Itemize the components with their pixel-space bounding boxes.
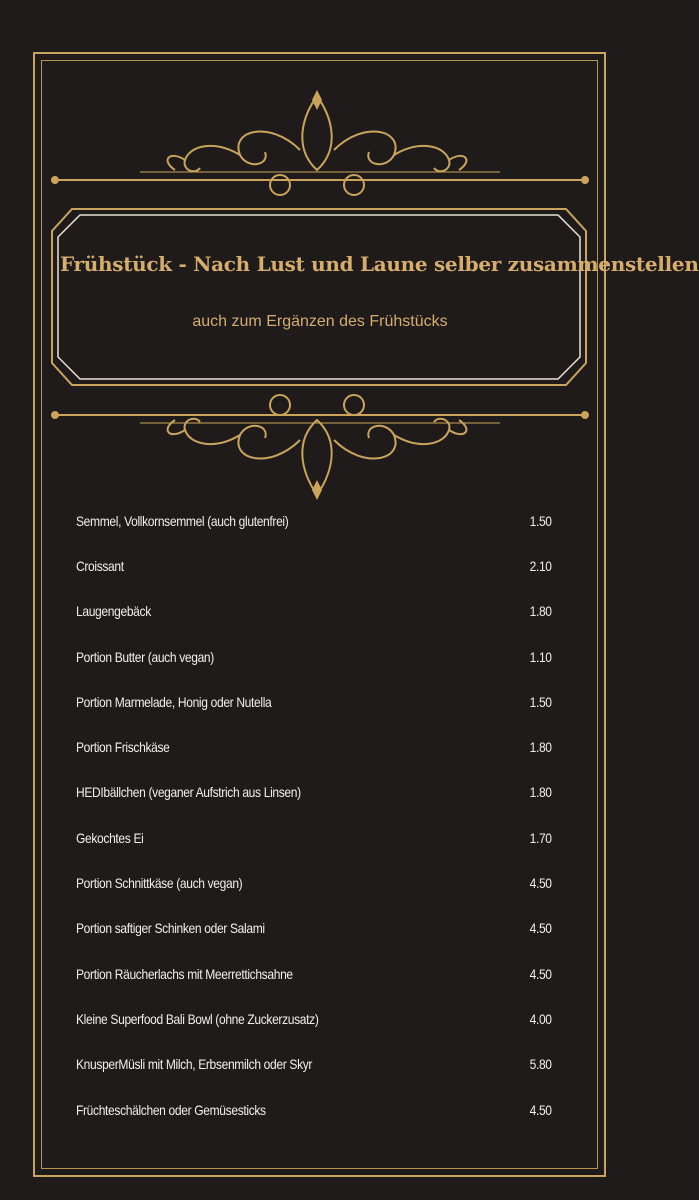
menu-item-price: 1.80	[529, 784, 552, 801]
menu-item-price: 4.50	[529, 965, 552, 982]
menu-item-name: Kleine Superfood Bali Bowl (ohne Zuckerzusatz)	[76, 1010, 319, 1027]
menu-item-name: Gekochtes Ei	[76, 829, 144, 846]
menu-item-name: Früchteschälchen oder Gemüsesticks	[76, 1101, 266, 1118]
menu-item	[76, 1087, 552, 1132]
menu-item-price: 1.10	[529, 648, 552, 665]
menu-item	[76, 498, 552, 543]
top-ornament-icon	[0, 90, 634, 210]
menu-item	[76, 815, 552, 860]
menu-item-price: 1.50	[529, 693, 552, 710]
menu-item-price: 4.50	[529, 875, 552, 892]
menu-item	[76, 724, 552, 769]
page-subtitle: auch zum Ergänzen des Frühstücks	[192, 313, 448, 330]
menu-item-name: Portion Marmelade, Honig oder Nutella	[76, 693, 272, 710]
menu-item	[76, 634, 552, 679]
menu-item	[76, 860, 552, 905]
menu-item-name: Laugengebäck	[76, 603, 151, 620]
menu-item-price: 1.70	[529, 829, 552, 846]
menu-item-price: 1.80	[529, 739, 552, 756]
menu-item-price: 1.50	[529, 512, 552, 529]
menu-item-name: Portion Frischkäse	[76, 739, 170, 756]
menu-item	[76, 589, 552, 634]
menu-item-price: 1.80	[529, 603, 552, 620]
menu-item-name: Semmel, Vollkornsemmel (auch glutenfrei)	[76, 512, 289, 529]
menu-item-name: KnusperMüsli mit Milch, Erbsenmilch oder Skyr	[76, 1056, 313, 1073]
menu-item-price: 5.80	[529, 1056, 552, 1073]
menu-item-price: 4.50	[529, 1101, 552, 1118]
menu-item	[76, 951, 552, 996]
menu-item-name: Portion Schnittkäse (auch vegan)	[76, 875, 243, 892]
menu-item-name: Croissant	[76, 557, 124, 574]
menu-item	[76, 770, 552, 815]
menu-item-name: Portion Räucherlachs mit Meerrettichsahne	[76, 965, 293, 982]
menu-item	[76, 1042, 552, 1087]
menu-item	[76, 543, 552, 588]
menu-item	[76, 906, 552, 951]
menu-item-name: HEDIbällchen (veganer Aufstrich aus Linsen)	[76, 784, 301, 801]
menu-item	[76, 996, 552, 1041]
title-frame	[50, 207, 699, 387]
menu-item-price: 2.10	[529, 557, 552, 574]
menu-item-name: Portion Butter (auch vegan)	[76, 648, 214, 665]
menu-item-name: Portion saftiger Schinken oder Salami	[76, 920, 265, 937]
menu-list	[76, 498, 552, 1132]
menu-item-price: 4.00	[529, 1010, 552, 1027]
bottom-ornament-icon	[0, 388, 634, 503]
menu-item	[76, 679, 552, 724]
page-title: Frühstück - Nach Lust und Laune selber zusammenstellen	[60, 252, 699, 276]
menu-item-price: 4.50	[529, 920, 552, 937]
